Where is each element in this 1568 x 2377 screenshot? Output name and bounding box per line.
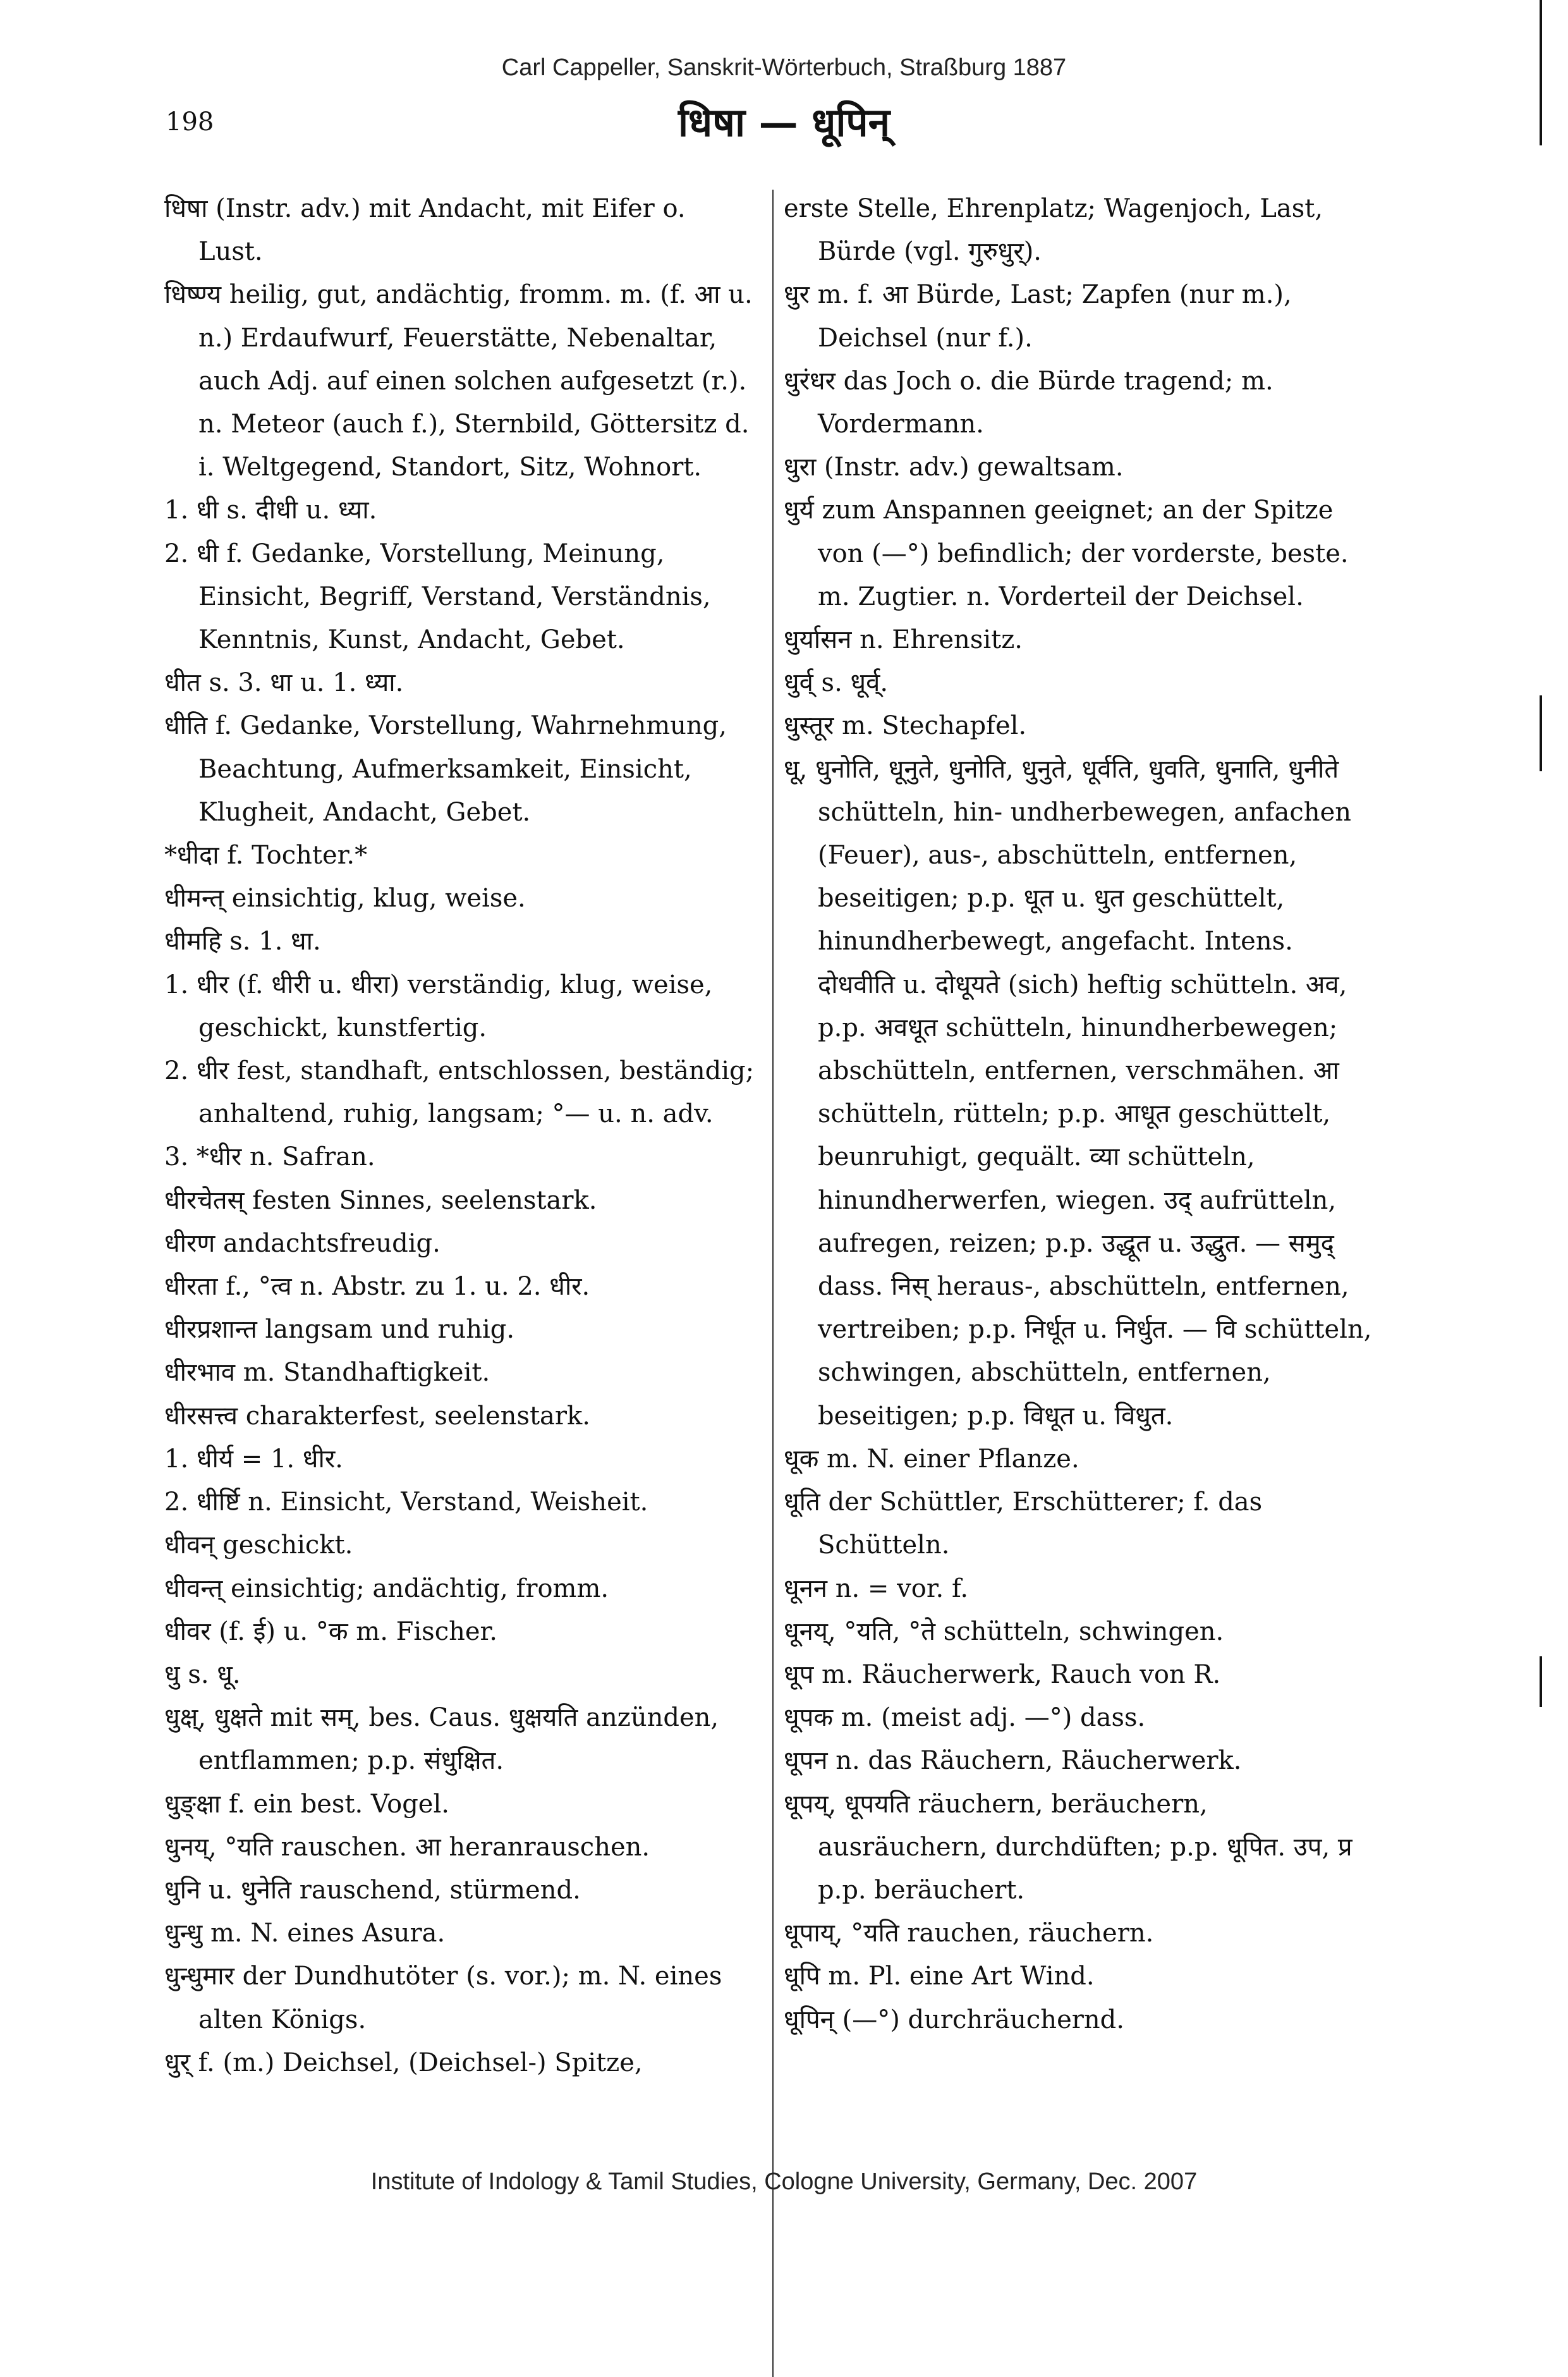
dictionary-entry: धूपन n. das Räuchern, Räucherwerk. <box>784 1746 1242 1776</box>
dictionary-entry: धुन्धुमार der Dundhutöter (s. vor.); m. N. eines alten Königs. <box>164 1962 722 2034</box>
dictionary-entry: धीमन्त् einsichtig, klug, weise. <box>164 884 526 914</box>
dictionary-entry: 3. *धीर n. Safran. <box>164 1142 375 1172</box>
dictionary-entry: धुर्यासन n. Ehrensitz. <box>784 625 1023 655</box>
footer-source-line: Institute of Indology & Tamil Studies, Cologne University, Germany, Dec. 2007 <box>370 2168 1198 2195</box>
dictionary-entry: धूप m. Räucherwerk, Rauch von R. <box>784 1659 1221 1689</box>
dictionary-entry: धुर्य zum Anspannen geeignet; an der Spitze von (—°) befindlich; der vorderste, beste. m. Zugtier. n. Vorderteil der Deichsel. <box>784 496 1349 611</box>
dictionary-entry: धूनन n. = vor. f. <box>784 1573 969 1603</box>
dictionary-entry: 1. धी s. दीधी u. ध्या. <box>164 496 377 525</box>
dictionary-entry: धुरंधर das Joch o. die Bürde tragend; m. Vordermann. <box>784 366 1273 439</box>
dictionary-entry: धिषा (Instr. adv.) mit Andacht, mit Eifer o. Lust. <box>164 194 686 267</box>
dictionary-entry: धूनय्, °यति, °ते schütteln, schwingen. <box>784 1616 1224 1646</box>
dictionary-entry: धूपाय्, °यति rauchen, räuchern. <box>784 1919 1154 1948</box>
dictionary-entry: धुस्तूर m. Stechapfel. <box>784 711 1027 741</box>
dictionary-entry: धू, धुनोति, धूनुते, धुनोति, धुनुते, धूर्वति, धुवति, धुनाति, धुनीते schütteln, hin- undherbewegen, anfachen (Feuer), aus-, abschütteln, entfernen, beseitigen; p.p. धूत u. धुत geschüttelt, hinundherbewegt, angefacht. Intens. दोधवीति u. दोधूयते (sich) heftig schütteln. अव, p.p. अवधूत schütteln, hinundherbewegen; abschütteln, entfernen, verschmähen. आ schütteln, rütteln; p.p. आधूत geschüttelt, beunruhigt, gequält. व्या schütteln, hinundherwerfen, wiegen. उद् aufrütteln, aufregen, reizen; p.p. उद्धूत u. उद्धुत. — समुद् dass. निस् heraus-, abschütteln, entfernen, vertreiben; p.p. निर्धूत u. निर्धुत. — वि schütteln, schwingen, abschütteln, entfernen, beseitigen; p.p. विधूत u. विधुत. <box>784 754 1372 1431</box>
dictionary-entry: धीरभाव m. Standhaftigkeit. <box>164 1358 490 1388</box>
header-source-line: Carl Cappeller, Sanskrit-Wörterbuch, Straßburg 1887 <box>501 54 1067 81</box>
dictionary-entry: 1. धीर (f. धीरी u. धीरा) verständig, klug, weise, geschickt, kunstfertig. <box>164 970 713 1042</box>
dictionary-entry: धुनय्, °यति rauschen. आ heranrauschen. <box>164 1832 650 1862</box>
dictionary-entry: धीमहि s. 1. धा. <box>164 927 321 956</box>
running-head: धिषा — धूपिन् <box>678 99 890 145</box>
dictionary-entry: धीवन् geschickt. <box>164 1531 353 1560</box>
dictionary-entry: 2. धीर fest, standhaft, entschlossen, beständig; anhaltend, ruhig, langsam; °— u. n. adv. <box>164 1056 755 1129</box>
dictionary-entry: धीरप्रशान्त langsam und ruhig. <box>164 1315 515 1345</box>
dictionary-entry: धीरसत्त्व charakterfest, seelenstark. <box>164 1401 590 1431</box>
scan-edge-mark <box>1540 0 1542 145</box>
dictionary-entry: धूपय्, धूपयति räuchern, beräuchern, ausräuchern, durchdüften; p.p. धूपित. उप, प्र p.p. beräuchert. <box>784 1789 1352 1905</box>
dictionary-entry: 2. धी f. Gedanke, Vorstellung, Meinung, Einsicht, Begriff, Verstand, Verständnis, Kenntnis, Kunst, Andacht, Gebet. <box>164 539 711 655</box>
dictionary-entry: धीत s. 3. धा u. 1. ध्या. <box>164 668 404 698</box>
dictionary-entry: धूक m. N. einer Pflanze. <box>784 1444 1079 1474</box>
dictionary-entry: 1. धीर्य = 1. धीर. <box>164 1444 343 1474</box>
dictionary-entry: धुक्ष्, धुक्षते mit सम्, bes. Caus. धुक्षयति anzünden, entflammen; p.p. संधुक्षित. <box>164 1703 719 1776</box>
column-divider <box>772 190 774 2377</box>
dictionary-entry: धुरा (Instr. adv.) gewaltsam. <box>784 453 1124 482</box>
dictionary-entry: erste Stelle, Ehrenplatz; Wagenjoch, Last, Bürde (vgl. गुरुधुर्). <box>784 194 1323 267</box>
dictionary-entry: धीवन्त् einsichtig; andächtig, fromm. <box>164 1573 609 1603</box>
dictionary-entry: धुर् f. (m.) Deichsel, (Deichsel-) Spitze, <box>164 2048 643 2077</box>
dictionary-entry: धीरता f., °त्व n. Abstr. zu 1. u. 2. धीर. <box>164 1272 590 1302</box>
dictionary-entry: धुर m. f. आ Bürde, Last; Zapfen (nur m.), Deichsel (nur f.). <box>784 280 1292 353</box>
dictionary-entry: 2. धीर्ष्टि n. Einsicht, Verstand, Weisheit. <box>164 1488 648 1517</box>
dictionary-entry: धूपिन् (—°) durchräuchernd. <box>784 2005 1124 2034</box>
left-column <box>164 187 755 2084</box>
dictionary-entry: धुर्व् s. धूर्व्. <box>784 668 889 698</box>
scan-edge-mark <box>1540 695 1542 771</box>
dictionary-entry: धुङ्क्षा f. ein best. Vogel. <box>164 1789 449 1819</box>
scan-edge-mark <box>1540 1656 1542 1707</box>
dictionary-entry: धूपक m. (meist adj. —°) dass. <box>784 1703 1146 1733</box>
dictionary-entry: *धीदा f. Tochter.* <box>164 841 368 871</box>
dictionary-entry: धूपि m. Pl. eine Art Wind. <box>784 1962 1095 1991</box>
dictionary-entry: धिष्ण्य heilig, gut, andächtig, fromm. m. (f. आ u. n.) Erdaufwurf, Feuerstätte, Nebenaltar, auch Adj. auf einen solchen aufgesetzt (r.). n. Meteor (auch f.), Sternbild, Göttersitz d. i. Weltgegend, Standort, Sitz, Wohnort. <box>164 280 753 482</box>
page-number: 198 <box>166 107 214 137</box>
right-column <box>784 187 1375 2041</box>
dictionary-entry: धीवर (f. ई) u. °क m. Fischer. <box>164 1616 497 1646</box>
dictionary-entry: धूति der Schüttler, Erschütterer; f. das Schütteln. <box>784 1488 1263 1560</box>
dictionary-entry: धुनि u. धुनेति rauschend, stürmend. <box>164 1875 581 1905</box>
dictionary-entry: धीरण andachtsfreudig. <box>164 1228 441 1258</box>
dictionary-entry: धु s. धू. <box>164 1659 241 1689</box>
dictionary-entry: धीति f. Gedanke, Vorstellung, Wahrnehmung, Beachtung, Aufmerksamkeit, Einsicht, Klugheit, Andacht, Gebet. <box>164 711 727 827</box>
dictionary-entry: धुन्धु m. N. eines Asura. <box>164 1919 446 1948</box>
dictionary-entry: धीरचेतस् festen Sinnes, seelenstark. <box>164 1185 597 1215</box>
